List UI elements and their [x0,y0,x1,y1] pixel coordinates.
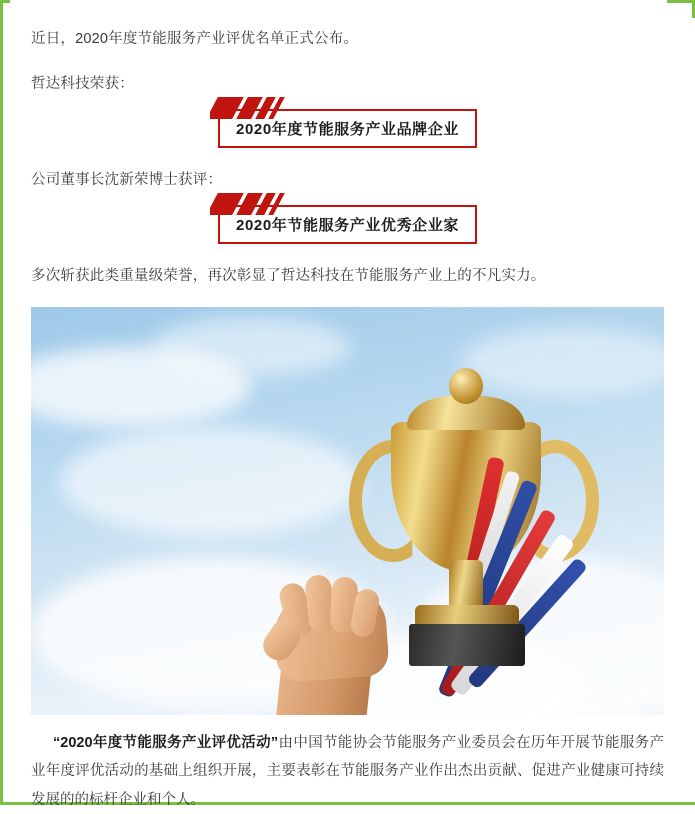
caption-quoted-title: “2020年度节能服务产业评优活动” [53,735,279,751]
award-banner-outstanding-entrepreneur-wrap [31,205,664,244]
red-stripe-decoration-icon [210,97,296,119]
cloud-shape [461,327,664,397]
trophy-photo [31,307,664,715]
award-banner-outstanding-entrepreneur [218,205,477,244]
cloud-shape [61,427,361,537]
paragraph-closing: 多次斩获此类重量级荣誉，再次彰显了哲达科技在节能服务产业上的不凡实力。 [31,268,546,284]
caption-text: 由中国节能协会节能服务产业委员会在历年开展节能服务产业年度评优活动的基础上组织开展，主要表彰在节能服务产业作出杰出贡献、促进产业健康可持续发展的的标杆企业和个人。 [31,735,664,808]
trophy-stem [449,560,483,610]
trophy-knob [449,368,483,404]
photo-caption [31,729,664,814]
award-label: 2020年度节能服务产业品牌企业 [236,121,459,138]
paragraph-company-lead: 哲达科技荣获： [31,76,134,92]
award-banner-brand-enterprise-wrap [31,109,664,148]
article-body [3,3,692,808]
paragraph-chairman-lead: 公司董事长沈新荣博士获评： [31,172,223,188]
trophy-plinth [409,624,525,666]
red-stripe-decoration-icon [210,193,296,215]
paragraph-intro: 近日，2020年度节能服务产业评优名单正式公布。 [31,31,359,47]
award-banner-brand-enterprise [218,109,477,148]
cloud-shape [151,317,351,377]
award-label: 2020年节能服务产业优秀企业家 [236,217,459,234]
